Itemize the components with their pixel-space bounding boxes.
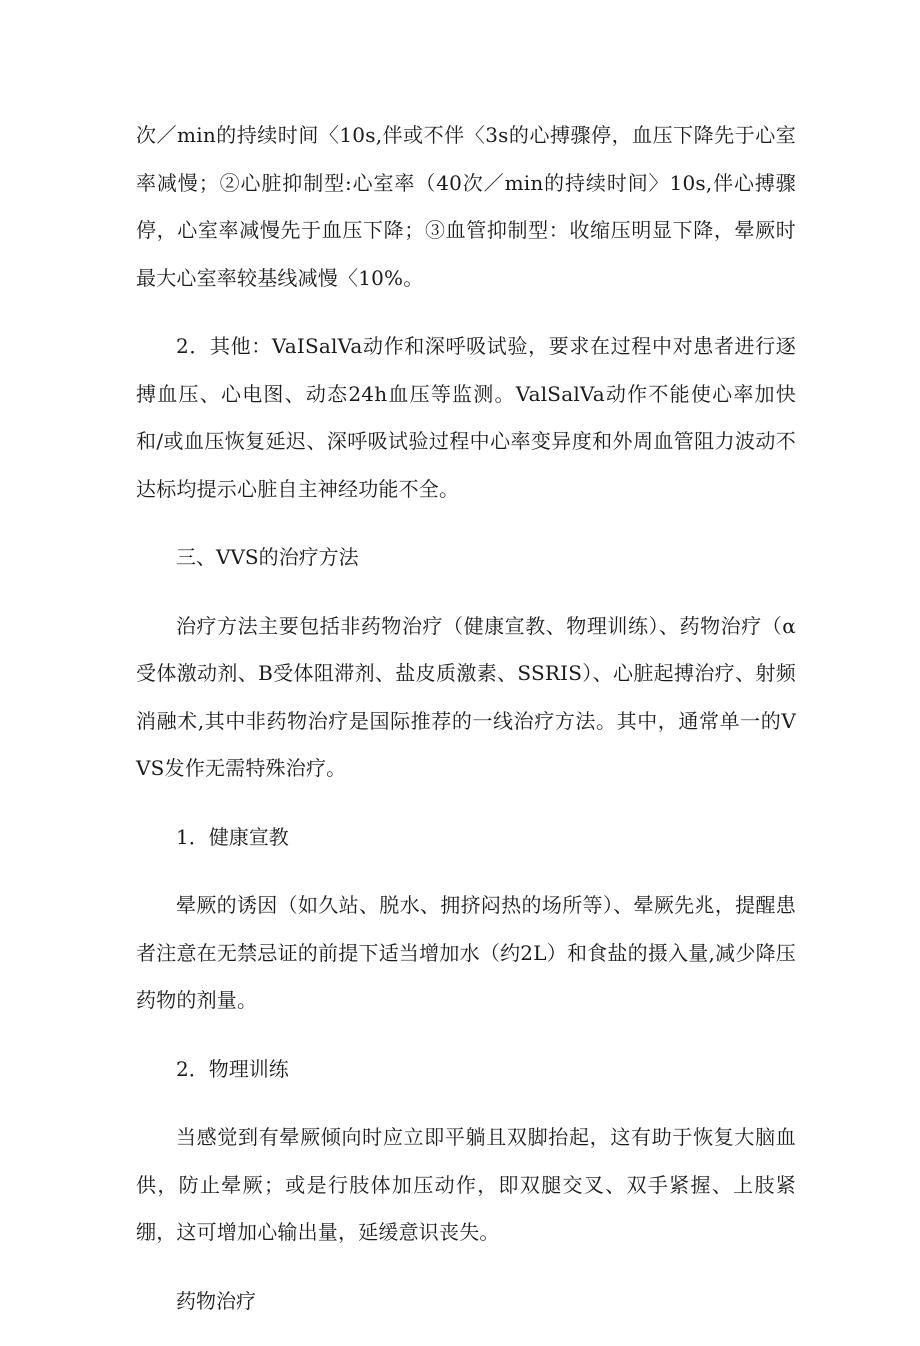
subheading-drug-therapy: 药物治疗 [176,1288,256,1313]
subheading-physical-training: 2．物理训练 [176,1056,289,1081]
paragraph-treatment-overview: 治疗方法主要包括非药物治疗（健康宣教、物理训练）、药物治疗（α受体激动剂、B受体阻滞剂、盐皮质激素、SSRIS）、心脏起搏治疗、射频消融术,其中非药物治疗是国际推荐的一线治疗方法。其中，通常单一的VVS发作无需特殊治疗。 [136,613,796,780]
paragraph-other-tests: 2．其他：VaISalVa动作和深呼吸试验，要求在过程中对患者进行逐搏血压、心电图、动态24h血压等监测。ValSalVa动作不能使心率加快和/或血压恢复延迟、深呼吸试验过程中心率变异度和外周血管阻力波动不达标均提示心脏自主神经功能不全。 [136,334,796,501]
subheading-health-education: 1．健康宣教 [176,824,289,849]
paragraph-continued-vvs-types: 次／min的持续时间〈10s,伴或不伴〈3s的心搏骤停，血压下降先于心室率减慢；②心脏抑制型:心室率（40次／min的持续时间〉10s,伴心搏骤停，心室率减慢先于血压下降；③血管抑制型：收缩压明显下降，晕厥时最大心室率较基线减慢〈10%。 [136,123,796,290]
section-heading-treatment: 三、VVS的治疗方法 [176,545,359,569]
document-body [136,112,796,1346]
paragraph-physical-training: 当感觉到有晕厥倾向时应立即平躺且双脚抬起，这有助于恢复大脑血供，防止晕厥；或是行肢体加压动作，即双腿交叉、双手紧握、上肢紧绷，这可增加心输出量，延缓意识丧失。 [136,1125,796,1244]
paragraph-health-education: 晕厥的诱因（如久站、脱水、拥挤闷热的场所等）、晕厥先兆，提醒患者注意在无禁忌证的前提下适当增加水（约2L）和食盐的摄入量,减少降压药物的剂量。 [136,893,796,1012]
